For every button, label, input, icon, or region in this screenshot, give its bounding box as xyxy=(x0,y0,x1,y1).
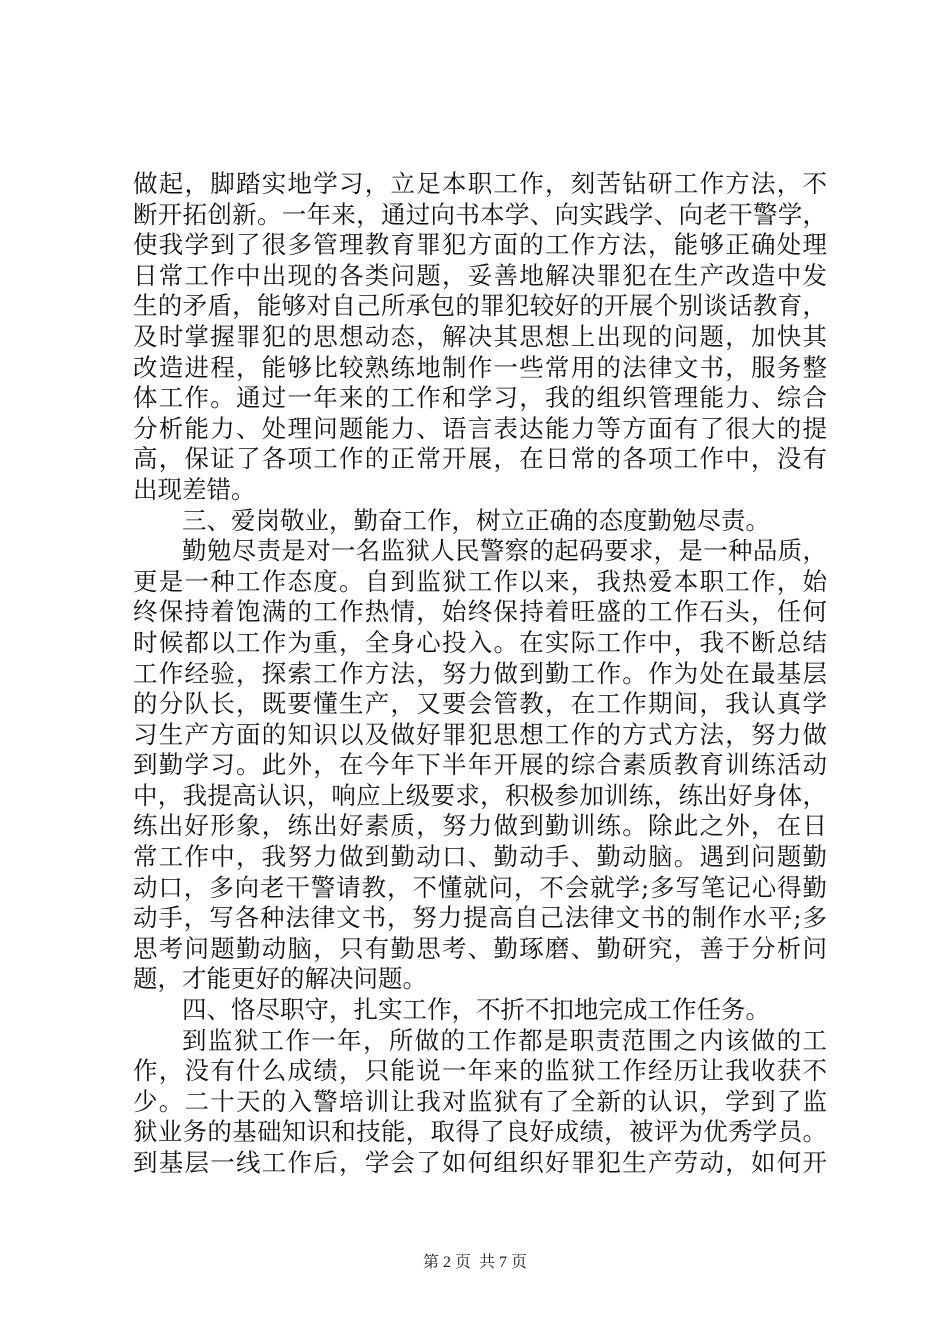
page-footer xyxy=(0,1253,950,1273)
body-text xyxy=(133,169,827,1179)
text-line: 三、爱岗敬业，勤奋工作，树立正确的态度勤勉尽责。 xyxy=(182,505,770,535)
text-line: 高，保证了各项工作的正常开展，在日常的各项工作中，没有 xyxy=(133,444,827,474)
page-number: 第 2 页 共 7 页 xyxy=(422,1254,527,1271)
text-line: 思考问题勤动脑，只有勤思考、勤琢磨、勤研究，善于分析问 xyxy=(133,933,827,963)
text-line: 到勤学习。此外，在今年下半年开展的综合素质教育训练活动 xyxy=(133,750,827,780)
text-line: 使我学到了很多管理教育罪犯方面的工作方法，能够正确处理 xyxy=(133,230,827,260)
text-line: 断开拓创新。一年来，通过向书本学、向实践学、向老干警学， xyxy=(133,199,827,229)
text-line: 到监狱工作一年，所做的工作都是职责范围之内该做的工 xyxy=(182,1025,827,1055)
text-line: 终保持着饱满的工作热情，始终保持着旺盛的工作石头，任何 xyxy=(133,597,827,627)
text-line: 习生产方面的知识以及做好罪犯思想工作的方式方法，努力做 xyxy=(133,719,827,749)
text-line: 的分队长，既要懂生产，又要会管教，在工作期间，我认真学 xyxy=(133,689,827,719)
text-line: 题，才能更好的解决问题。 xyxy=(133,964,427,994)
text-line: 少。二十天的入警培训让我对监狱有了全新的认识，学到了监 xyxy=(133,1086,827,1116)
text-line: 分析能力、处理问题能力、语言表达能力等方面有了很大的提 xyxy=(133,413,827,443)
text-line: 体工作。通过一年来的工作和学习，我的组织管理能力、综合 xyxy=(133,383,827,413)
text-line: 四、恪尽职守，扎实工作，不折不扣地完成工作任务。 xyxy=(182,995,770,1025)
text-line: 狱业务的基础知识和技能，取得了良好成绩，被评为优秀学员。 xyxy=(133,1117,827,1147)
text-line: 作，没有什么成绩，只能说一年来的监狱工作经历让我收获不 xyxy=(133,1056,827,1086)
text-line: 做起，脚踏实地学习，立足本职工作，刻苦钻研工作方法，不 xyxy=(133,169,827,198)
text-line: 到基层一线工作后，学会了如何组织好罪犯生产劳动，如何开 xyxy=(133,1148,827,1177)
text-line: 中，我提高认识，响应上级要求，积极参加训练，练出好身体， xyxy=(133,780,827,810)
text-line: 练出好形象，练出好素质，努力做到勤训练。除此之外，在日 xyxy=(133,811,827,841)
text-line: 更是一种工作态度。自到监狱工作以来，我热爱本职工作，始 xyxy=(133,566,827,596)
text-line: 出现差错。 xyxy=(133,474,256,504)
text-line: 时候都以工作为重，全身心投入。在实际工作中，我不断总结 xyxy=(133,627,827,657)
text-line: 改造进程，能够比较熟练地制作一些常用的法律文书，服务整 xyxy=(133,352,827,382)
text-line: 动口，多向老干警请教，不懂就问，不会就学;多写笔记心得勤 xyxy=(133,872,827,902)
text-line: 勤勉尽责是对一名监狱人民警察的起码要求，是一种品质， xyxy=(182,536,827,566)
text-line: 动手，写各种法律文书，努力提高自己法律文书的制作水平;多 xyxy=(133,903,827,933)
text-line: 常工作中，我努力做到勤动口、勤动手、勤动脑。遇到问题勤 xyxy=(133,842,827,872)
text-line: 工作经验，探索工作方法，努力做到勤工作。作为处在最基层 xyxy=(133,658,827,688)
text-line: 生的矛盾，能够对自己所承包的罪犯较好的开展个别谈话教育， xyxy=(133,291,827,321)
text-line: 及时掌握罪犯的思想动态，解决其思想上出现的问题，加快其 xyxy=(133,321,827,351)
text-line: 日常工作中出现的各类问题，妥善地解决罪犯在生产改造中发 xyxy=(133,260,827,290)
